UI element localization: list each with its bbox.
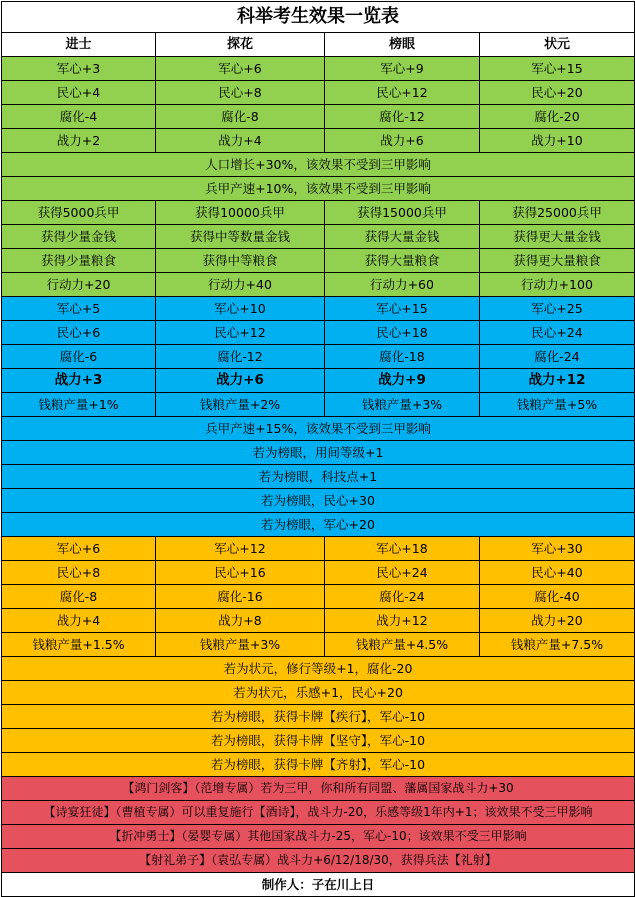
cell: 军心+30 xyxy=(480,537,635,561)
cell: 腐化-16 xyxy=(156,585,325,609)
cell: 钱粮产量+2% xyxy=(156,393,325,417)
table-row xyxy=(2,513,635,537)
effects-table xyxy=(1,1,635,897)
table-row xyxy=(2,777,635,801)
cell: 民心+40 xyxy=(480,561,635,585)
cell: 获得中等数量金钱 xyxy=(156,225,325,249)
merged-cell: 若为榜眼，获得卡牌【齐射】，军心-10 xyxy=(2,753,635,777)
cell: 获得大量粮食 xyxy=(325,249,480,273)
merged-cell: 若为榜眼，军心+20 xyxy=(2,513,635,537)
cell: 获得15000兵甲 xyxy=(325,201,480,225)
cell: 钱粮产量+4.5% xyxy=(325,633,480,657)
table-row xyxy=(2,273,635,297)
cell: 战力+8 xyxy=(156,609,325,633)
cell: 民心+20 xyxy=(480,81,635,105)
table-row xyxy=(2,585,635,609)
merged-cell: 若为榜眼，民心+30 xyxy=(2,489,635,513)
cell: 军心+15 xyxy=(480,57,635,81)
cell: 军心+6 xyxy=(2,537,156,561)
cell: 获得中等粮食 xyxy=(156,249,325,273)
table-row xyxy=(2,609,635,633)
cell: 军心+3 xyxy=(2,57,156,81)
cell: 民心+12 xyxy=(325,81,480,105)
header-row xyxy=(2,33,635,57)
cell: 腐化-8 xyxy=(156,105,325,129)
cell: 民心+8 xyxy=(156,81,325,105)
title-row xyxy=(2,2,635,33)
table-row xyxy=(2,705,635,729)
cell: 钱粮产量+7.5% xyxy=(480,633,635,657)
table-row xyxy=(2,345,635,369)
merged-cell: 若为榜眼，用间等级+1 xyxy=(2,441,635,465)
merged-cell: 【折冲勇士】（晏婴专属）其他国家战斗力-25，军心-10；该效果不受三甲影响 xyxy=(2,825,635,849)
merged-cell: 【射礼弟子】（袁弘专属）战斗力+6/12/18/30，获得兵法【礼射】 xyxy=(2,849,635,873)
header-bangyan: 榜眼 xyxy=(325,33,480,57)
table-row xyxy=(2,561,635,585)
cell: 钱粮产量+3% xyxy=(156,633,325,657)
table-row xyxy=(2,177,635,201)
table-row xyxy=(2,753,635,777)
cell: 军心+18 xyxy=(325,537,480,561)
table-row xyxy=(2,633,635,657)
cell: 获得5000兵甲 xyxy=(2,201,156,225)
cell: 战力+9 xyxy=(325,369,480,393)
merged-cell: 若为榜眼，获得卡牌【疾行】，军心-10 xyxy=(2,705,635,729)
cell: 获得大量金钱 xyxy=(325,225,480,249)
cell: 民心+24 xyxy=(480,321,635,345)
cell: 钱粮产量+5% xyxy=(480,393,635,417)
table-row xyxy=(2,657,635,681)
cell: 民心+18 xyxy=(325,321,480,345)
cell: 战力+20 xyxy=(480,609,635,633)
cell: 军心+15 xyxy=(325,297,480,321)
cell: 腐化-40 xyxy=(480,585,635,609)
cell: 行动力+60 xyxy=(325,273,480,297)
table-row xyxy=(2,249,635,273)
header-tanhua: 探花 xyxy=(156,33,325,57)
cell: 民心+8 xyxy=(2,561,156,585)
merged-cell: 若为榜眼，获得卡牌【坚守】，军心-10 xyxy=(2,729,635,753)
table-row xyxy=(2,321,635,345)
merged-cell: 若为状元，乐感+1，民心+20 xyxy=(2,681,635,705)
table-row xyxy=(2,297,635,321)
author-credit: 制作人：子在川上日 xyxy=(2,873,635,897)
table-row xyxy=(2,369,635,393)
cell: 行动力+100 xyxy=(480,273,635,297)
table-row xyxy=(2,105,635,129)
cell: 腐化-12 xyxy=(325,105,480,129)
cell: 钱粮产量+1.5% xyxy=(2,633,156,657)
cell: 腐化-18 xyxy=(325,345,480,369)
cell: 腐化-20 xyxy=(480,105,635,129)
table-row xyxy=(2,201,635,225)
cell: 战力+6 xyxy=(156,369,325,393)
cell: 军心+12 xyxy=(156,537,325,561)
cell: 民心+24 xyxy=(325,561,480,585)
table-row xyxy=(2,801,635,825)
cell: 战力+10 xyxy=(480,129,635,153)
cell: 军心+25 xyxy=(480,297,635,321)
table-title: 科举考生效果一览表 xyxy=(2,2,635,33)
header-zhuangyuan: 状元 xyxy=(480,33,635,57)
cell: 民心+16 xyxy=(156,561,325,585)
cell: 获得少量粮食 xyxy=(2,249,156,273)
cell: 战力+12 xyxy=(325,609,480,633)
cell: 钱粮产量+3% xyxy=(325,393,480,417)
cell: 民心+6 xyxy=(2,321,156,345)
cell: 军心+5 xyxy=(2,297,156,321)
table-row xyxy=(2,57,635,81)
table-row xyxy=(2,441,635,465)
cell: 战力+3 xyxy=(2,369,156,393)
cell: 获得更大量粮食 xyxy=(480,249,635,273)
table-row xyxy=(2,153,635,177)
table-row xyxy=(2,465,635,489)
cell: 民心+4 xyxy=(2,81,156,105)
cell: 战力+4 xyxy=(156,129,325,153)
table-row xyxy=(2,417,635,441)
merged-cell: 【鸿门剑客】（范增专属）若为三甲，你和所有同盟、藩属国家战斗力+30 xyxy=(2,777,635,801)
merged-cell: 若为榜眼，科技点+1 xyxy=(2,465,635,489)
cell: 获得25000兵甲 xyxy=(480,201,635,225)
table-row xyxy=(2,81,635,105)
cell: 腐化-6 xyxy=(2,345,156,369)
table-row xyxy=(2,849,635,873)
cell: 腐化-24 xyxy=(480,345,635,369)
table-row xyxy=(2,225,635,249)
cell: 战力+4 xyxy=(2,609,156,633)
merged-cell: 兵甲产速+15%，该效果不受到三甲影响 xyxy=(2,417,635,441)
cell: 军心+9 xyxy=(325,57,480,81)
table-row xyxy=(2,129,635,153)
cell: 腐化-12 xyxy=(156,345,325,369)
merged-cell: 兵甲产速+10%，该效果不受到三甲影响 xyxy=(2,177,635,201)
cell: 获得少量金钱 xyxy=(2,225,156,249)
footer-row xyxy=(2,873,635,897)
merged-cell: 人口增长+30%，该效果不受到三甲影响 xyxy=(2,153,635,177)
cell: 战力+2 xyxy=(2,129,156,153)
table-row xyxy=(2,681,635,705)
cell: 军心+6 xyxy=(156,57,325,81)
table-row xyxy=(2,825,635,849)
merged-cell: 【诗宴狂徒】（曹植专属）可以重复施行【酒诗】，战斗力-20，乐感等级1年内+1；该效果不受三甲影响 xyxy=(2,801,635,825)
table-row xyxy=(2,393,635,417)
cell: 战力+6 xyxy=(325,129,480,153)
merged-cell: 若为状元，修行等级+1，腐化-20 xyxy=(2,657,635,681)
cell: 战力+12 xyxy=(480,369,635,393)
cell: 行动力+20 xyxy=(2,273,156,297)
cell: 获得更大量金钱 xyxy=(480,225,635,249)
cell: 军心+10 xyxy=(156,297,325,321)
cell: 腐化-24 xyxy=(325,585,480,609)
cell: 获得10000兵甲 xyxy=(156,201,325,225)
table-row xyxy=(2,729,635,753)
table-row xyxy=(2,489,635,513)
cell: 民心+12 xyxy=(156,321,325,345)
header-jinshi: 进士 xyxy=(2,33,156,57)
cell: 腐化-4 xyxy=(2,105,156,129)
cell: 腐化-8 xyxy=(2,585,156,609)
table-row xyxy=(2,537,635,561)
cell: 钱粮产量+1% xyxy=(2,393,156,417)
cell: 行动力+40 xyxy=(156,273,325,297)
